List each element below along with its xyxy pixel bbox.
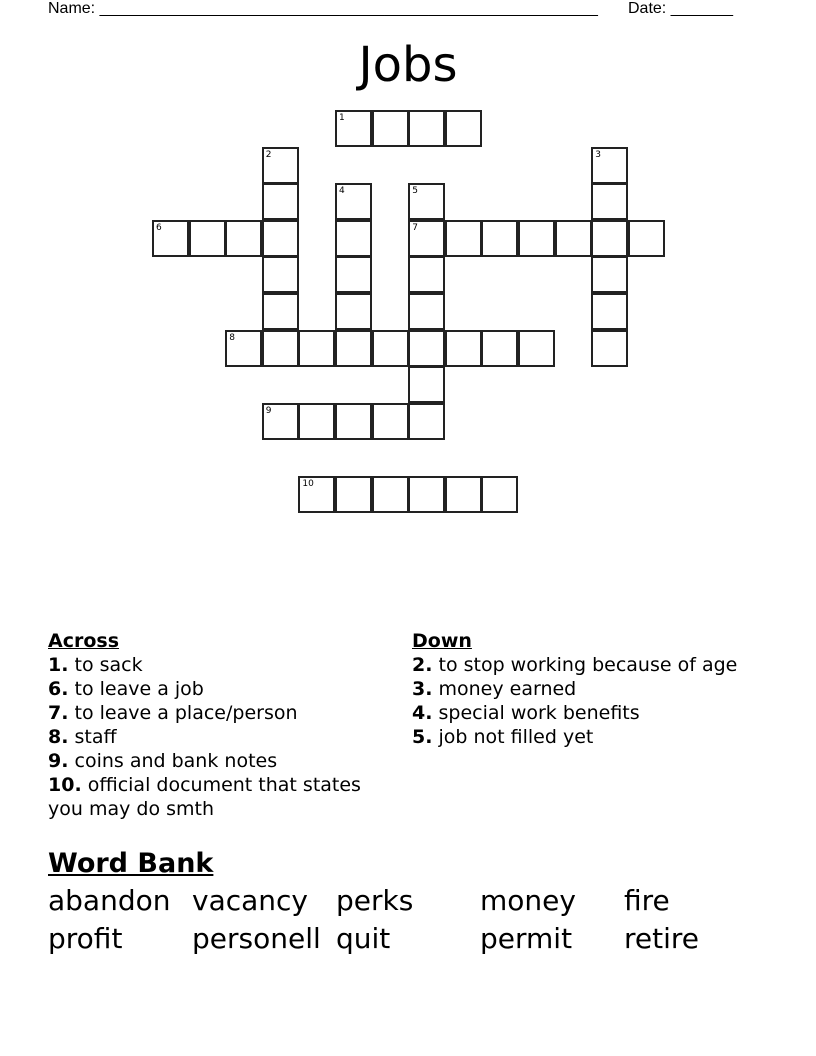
crossword-cell[interactable]: [591, 330, 628, 367]
crossword-cell[interactable]: [372, 403, 409, 440]
clue-item: [48, 677, 398, 701]
word-bank-word: profit: [48, 922, 123, 955]
clue-item: [412, 677, 752, 701]
clue-text: special work benefits: [432, 702, 640, 724]
crossword-cell[interactable]: [408, 476, 445, 513]
clue-text: to sack: [68, 654, 143, 676]
clue-item: [48, 749, 398, 773]
word-bank-word: retire: [624, 922, 700, 955]
crossword-cell[interactable]: [481, 476, 518, 513]
crossword-cell[interactable]: [335, 220, 372, 257]
crossword-cell[interactable]: [408, 403, 445, 440]
crossword-cell[interactable]: [262, 403, 299, 440]
clue-item: [412, 725, 752, 749]
crossword-cell[interactable]: [518, 220, 555, 257]
clue-number-label: 5.: [412, 726, 433, 748]
crossword-cell[interactable]: [189, 220, 226, 257]
across-clues: [48, 629, 398, 821]
crossword-cell[interactable]: [555, 220, 592, 257]
clue-number: 3: [595, 149, 601, 160]
crossword-cell[interactable]: [445, 110, 482, 147]
crossword-cell[interactable]: [335, 110, 372, 147]
crossword-cell[interactable]: [335, 330, 372, 367]
crossword-cell[interactable]: [298, 403, 335, 440]
crossword-cell[interactable]: [445, 220, 482, 257]
word-bank-word: perks: [336, 884, 414, 917]
crossword-cell[interactable]: [372, 330, 409, 367]
crossword-cell[interactable]: [225, 330, 262, 367]
clue-number: 10: [302, 479, 314, 489]
clue-number-label: 7.: [48, 702, 69, 724]
word-bank-word: abandon: [48, 884, 171, 917]
clue-item: [48, 773, 398, 821]
clue-number: 2: [265, 149, 272, 160]
clue-text: to leave a job: [68, 678, 204, 700]
clue-number-label: 1.: [48, 654, 69, 676]
clue-item: [48, 653, 398, 677]
crossword-cell[interactable]: [408, 366, 445, 403]
down-heading: Down: [412, 630, 472, 652]
crossword-cell[interactable]: [481, 220, 518, 257]
crossword-cell[interactable]: [591, 183, 628, 220]
name-field-line: Name: ________________________________________________________: [48, 0, 598, 17]
word-bank-word: personell: [192, 922, 321, 955]
clue-text: official document that states you may do smth: [48, 774, 361, 820]
crossword-cell[interactable]: [518, 330, 555, 367]
clue-number: 7: [412, 222, 418, 233]
clue-item: [412, 701, 752, 725]
crossword-cell[interactable]: [408, 110, 445, 147]
crossword-cell[interactable]: [372, 110, 409, 147]
clue-number: 1: [339, 113, 345, 123]
crossword-cell[interactable]: [335, 403, 372, 440]
crossword-cell[interactable]: [262, 256, 299, 293]
crossword-cell[interactable]: [262, 147, 299, 184]
crossword-cell[interactable]: [298, 330, 335, 367]
puzzle-title: Jobs: [358, 37, 458, 93]
clue-number: 9: [265, 405, 272, 416]
crossword-cell[interactable]: [591, 256, 628, 293]
crossword-cell[interactable]: [262, 183, 299, 220]
crossword-cell[interactable]: [481, 330, 518, 367]
crossword-cell[interactable]: [445, 330, 482, 367]
crossword-cell[interactable]: [445, 476, 482, 513]
across-heading: Across: [48, 630, 120, 652]
crossword-cell[interactable]: [335, 476, 372, 513]
crossword-cell[interactable]: [335, 256, 372, 293]
clue-number-label: 4.: [412, 702, 433, 724]
clue-number: 5: [412, 186, 418, 197]
word-bank-word: quit: [336, 922, 391, 955]
crossword-cell[interactable]: [591, 147, 628, 184]
crossword-cell[interactable]: [372, 476, 409, 513]
clue-number-label: 10.: [48, 774, 82, 796]
clue-item: [412, 653, 752, 677]
word-bank-title: Word Bank: [48, 848, 214, 879]
crossword-cell[interactable]: [335, 183, 372, 220]
word-bank-word: fire: [624, 884, 670, 917]
crossword-cell[interactable]: [408, 183, 445, 220]
word-bank-word: permit: [480, 922, 573, 955]
crossword-cell[interactable]: [591, 293, 628, 330]
crossword-cell[interactable]: [408, 330, 445, 367]
date-field-line: Date: _______: [628, 0, 733, 17]
crossword-cell[interactable]: [225, 220, 262, 257]
crossword-cell[interactable]: [262, 220, 299, 257]
word-bank-word: money: [480, 884, 576, 917]
clue-text: to stop working because of age: [432, 654, 738, 676]
crossword-cell[interactable]: [408, 220, 445, 257]
clue-text: money earned: [432, 678, 577, 700]
clue-number-label: 8.: [48, 726, 69, 748]
clue-text: job not filled yet: [432, 726, 594, 748]
clue-number-label: 2.: [412, 654, 433, 676]
clue-number: 4: [339, 186, 345, 197]
crossword-cell[interactable]: [591, 220, 628, 257]
crossword-cell[interactable]: [152, 220, 189, 257]
clue-text: to leave a place/person: [68, 702, 298, 724]
clue-item: [48, 725, 398, 749]
word-bank-word: vacancy: [192, 884, 308, 917]
crossword-cell[interactable]: [408, 293, 445, 330]
clue-number: 8: [229, 332, 235, 343]
down-clues: [412, 629, 752, 749]
clue-number-label: 6.: [48, 678, 69, 700]
crossword-cell[interactable]: [335, 293, 372, 330]
clue-number-label: 3.: [412, 678, 433, 700]
clue-text: staff: [68, 726, 117, 748]
clue-number-label: 9.: [48, 750, 69, 772]
crossword-cell[interactable]: [262, 330, 299, 367]
crossword-cell[interactable]: [262, 293, 299, 330]
clue-number: 6: [156, 222, 162, 233]
clue-text: coins and bank notes: [68, 750, 278, 772]
crossword-cell[interactable]: [408, 256, 445, 293]
crossword-cell[interactable]: [298, 476, 335, 513]
crossword-cell[interactable]: [628, 220, 665, 257]
clue-item: [48, 701, 398, 725]
